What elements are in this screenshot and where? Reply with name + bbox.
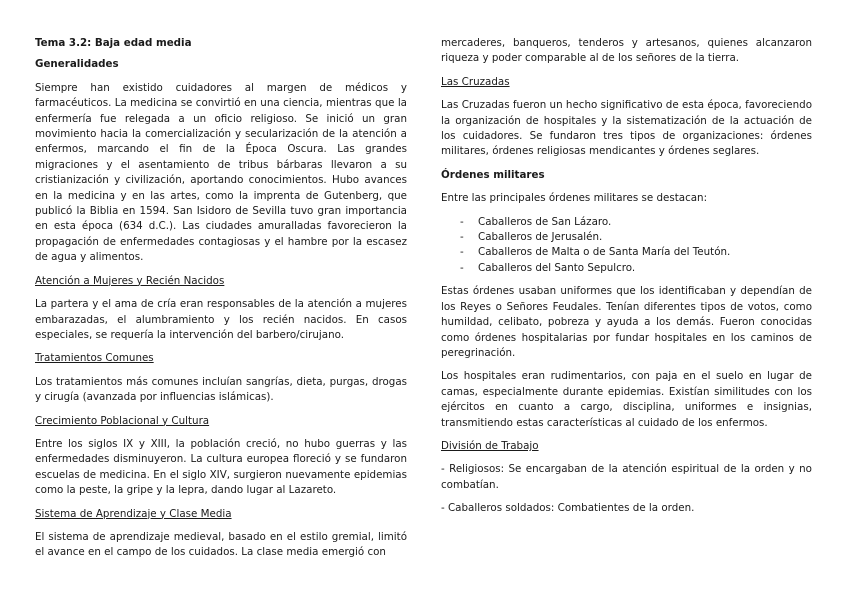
tratamientos-heading: Tratamientos Comunes (35, 352, 154, 365)
atencion-heading: Atención a Mujeres y Recién Nacidos (35, 274, 225, 287)
crecimiento-heading: Crecimiento Poblacional y Cultura (35, 414, 210, 427)
generalidades-heading: Generalidades (35, 58, 119, 71)
list-item (460, 230, 812, 245)
ordenes-list (441, 215, 812, 277)
division-religiosos: - Religiosos: Se encargaban de la atención espiritual de la orden y no combatían. (441, 463, 812, 491)
aprendizaje-paragraph: El sistema de aprendizaje medieval, basado en el estilo gremial, limitó el avance en el campo de los cuidados. La clase media emergió con (35, 530, 407, 559)
list-item-text: Caballeros del Santo Sepulcro. (478, 261, 636, 274)
aprendizaje-heading: Sistema de Aprendizaje y Clase Media (35, 507, 232, 520)
list-item (460, 215, 812, 230)
dash-bullet: - (460, 231, 464, 244)
division-heading: División de Trabajo (441, 439, 539, 452)
continuation-paragraph: mercaderes, banqueros, tenderos y artesanos, quienes alcanzaron riqueza y poder comparable al de los señores de la tierra. (441, 37, 812, 65)
cruzadas-heading: Las Cruzadas (441, 75, 510, 88)
atencion-paragraph: La partera y el ama de cría eran responsables de la atención a mujeres embarazadas, el alumbramiento y los recién nacidos. En casos especiales, se requería la intervención del barbero/cirujano. (35, 298, 407, 341)
list-item-text: Caballeros de Malta o de Santa María del Teutón. (478, 246, 731, 259)
ordenes-intro: Entre las principales órdenes militares se destacan: (441, 192, 708, 205)
list-item-text: Caballeros de San Lázaro. (478, 215, 612, 228)
list-item-text: Caballeros de Jerusalén. (478, 231, 603, 244)
document-title: Tema 3.2: Baja edad media (35, 37, 192, 49)
dash-bullet: - (460, 215, 464, 228)
left-column (35, 36, 407, 569)
right-column (441, 36, 812, 525)
hospitales-paragraph: Los hospitales eran rudimentarios, con paja en el suelo en lugar de camas, especialmente durante epidemias. Existían similitudes con los ejércitos en cuanto a cargo, disciplina, uniformes e insignias, transmitiendo estas características al cuidado de los enfermos. (441, 370, 812, 429)
list-item (460, 245, 812, 260)
cruzadas-paragraph: Las Cruzadas fueron un hecho significativo de esta época, favoreciendo la organización de hospitales y la sistematización de la actuación de los cuidadores. Se fundaron tres tipos de organizaciones: órdenes militares, órdenes religiosas mendicantes y órdenes seglares. (441, 99, 812, 158)
list-item (460, 261, 812, 276)
ordenes-paragraph: Estas órdenes usaban uniformes que los identificaban y dependían de los Reyes o Señores Feudales. Tenían diferentes tipos de votos, como humildad, celibato, pobreza y ayuda a los demás. Fueron conocidas como órdenes hospitalarias por fundar hospitales en los caminos de peregrinación. (441, 285, 812, 359)
tratamientos-paragraph: Los tratamientos más comunes incluían sangrías, dieta, purgas, drogas y cirugía (avanzada por influencias islámicas). (35, 375, 407, 404)
dash-bullet: - (460, 246, 464, 259)
dash-bullet: - (460, 261, 464, 274)
generalidades-paragraph: Siempre han existido cuidadores al margen de médicos y farmacéuticos. La medicina se convirtió en una ciencia, mientras que la enfermería fue relegada a un oficio religioso. Se inició un gran movimiento hacia la comercialización y secularización de la atención a enfermos, marcando el fin de la Época Oscura. Las grandes migraciones y el asentamiento de tribus bárbaras llevaron a su cristianización y civilización, aportando conocimientos. Hubo avances en la medicina y en las artes, como la imprenta de Gutenberg, que publicó la Biblia en 1594. San Isidoro de Sevilla tuvo gran importancia en esta época (634 d.C.). Las ciudades amuralladas favorecieron la propagación de enfermedades contagiosas y el hambre por la escasez de agua y alimentos. (35, 81, 407, 264)
division-caballeros: - Caballeros soldados: Combatientes de la orden. (441, 502, 695, 515)
ordenes-heading: Órdenes militares (441, 168, 545, 181)
crecimiento-paragraph: Entre los siglos IX y XIII, la población creció, no hubo guerras y las enfermedades disminuyeron. La cultura europea floreció y se fundaron escuelas de medicina. En el siglo XIV, surgieron nuevamente epidemias como la peste, la gripe y la lepra, dando lugar al Lazareto. (35, 437, 407, 497)
